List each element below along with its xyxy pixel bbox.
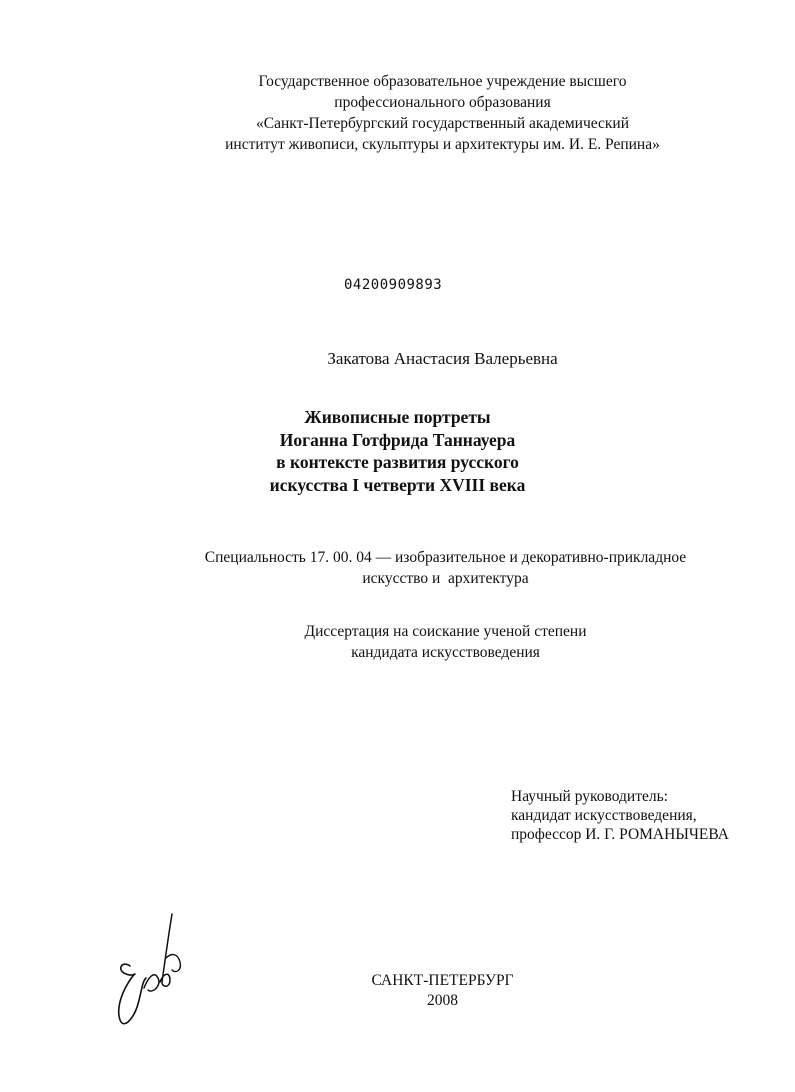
title-line: Живописные портреты bbox=[304, 407, 491, 427]
specialty-line: искусство и архитектура bbox=[362, 570, 529, 587]
institution-line: институт живописи, скульптуры и архитектуры им. И. Е. Репина» bbox=[225, 136, 660, 153]
institution-line: профессионального образования bbox=[334, 94, 551, 111]
specialty-line: Специальность 17. 00. 04 — изобразительное и декоративно-прикладное bbox=[204, 549, 687, 566]
supervisor-line: Научный руководитель: bbox=[511, 788, 668, 805]
title-line: искусства I четверти XVIII века bbox=[269, 474, 526, 495]
supervisor-line: кандидат искусствоведения, bbox=[511, 807, 697, 824]
specialty-block bbox=[48, 547, 795, 589]
city-name: САНКТ-ПЕТЕРБУРГ bbox=[371, 972, 514, 989]
institution-header bbox=[45, 71, 795, 155]
degree-line: кандидата искусствоведения bbox=[351, 644, 540, 661]
title-line: в контексте развития русского bbox=[276, 452, 519, 472]
degree-line: Диссертация на соискание ученой степени bbox=[304, 623, 587, 640]
year: 2008 bbox=[427, 992, 458, 1009]
degree-block bbox=[48, 621, 795, 663]
supervisor-line: профессор И. Г. РОМАНЫЧЕВА bbox=[511, 826, 729, 843]
author-name: Закатова Анастасия Валерьевна bbox=[327, 349, 558, 368]
institution-line: Государственное образовательное учреждение высшего bbox=[258, 73, 627, 90]
city-year-block bbox=[45, 971, 795, 1011]
supervisor-block bbox=[511, 787, 729, 844]
dissertation-title bbox=[0, 406, 795, 496]
title-line: Иоганна Готфрида Таннауера bbox=[279, 429, 516, 450]
registration-number: 04200909893 bbox=[344, 277, 443, 293]
institution-line: «Санкт-Петербургский государственный академический bbox=[255, 115, 630, 132]
